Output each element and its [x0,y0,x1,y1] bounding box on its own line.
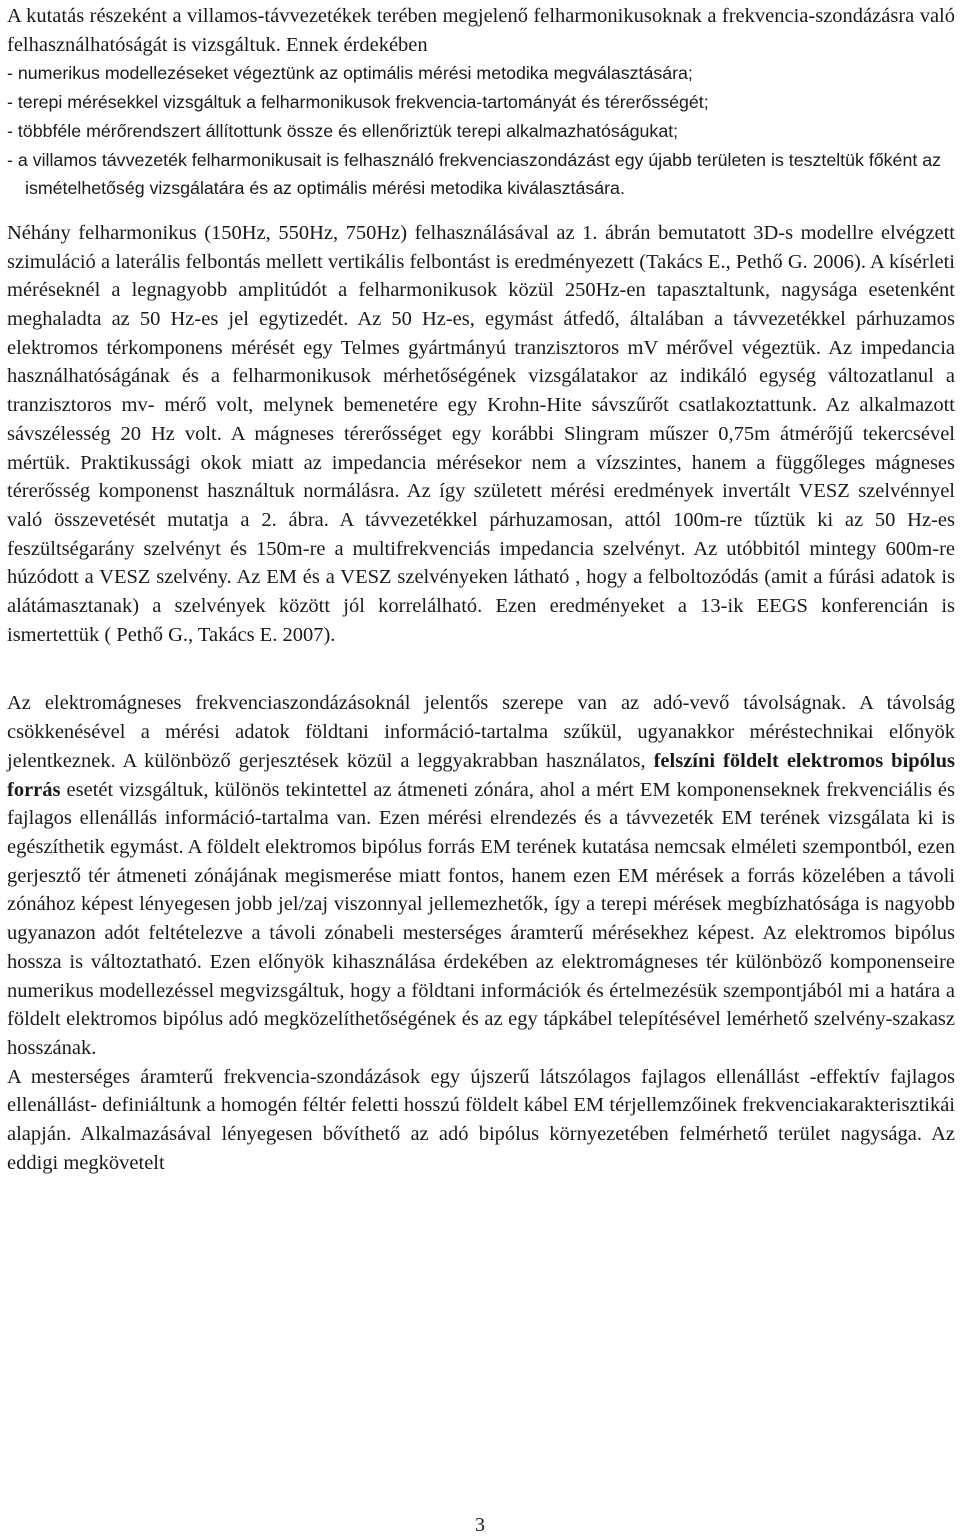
intro-paragraph: A kutatás részeként a villamos-távvezetékek terében megjelenő felharmonikusoknak a frekvencia-szondázásra való felhasználhatóságát is vizsgáltuk. Ennek érdekében [7,5,955,56]
bullet-item-measurement-systems: - többféle mérőrendszert állítottunk össze és ellenőriztük terepi alkalmazhatóságukat; [7,120,679,141]
bold-term-dipole-source: felszíni földelt elektromos bipólus forrás [7,749,956,801]
paragraph-dipole-text-start: Az elektromágneses frekvenciaszondázásoknál jelentős szerepe van az adó-vevő távolságnak. A távolság csökkenésével a mérési adatok földtani információ-tartalma szűkül, ugyanakkor méréstechnikai előnyök jelentkeznek. A különböző gerjesztések közül a leggyakrabban használatos, [7,692,955,772]
paragraph-effective-resistivity: A mesterséges áramterű frekvencia-szondázások egy újszerű látszólagos fajlagos ellenállást -effektív fajlagos ellenállást- definiáltunk a homogén féltér feletti hosszú földelt kábel EM térjellemzőinek frekvenciakarakterisztikái alapján. Alkalmazásával lényegesen bővíthető az adó bipólus környezetében felmérhető terület nagysága. Az eddigi megkövetelt [7,1065,955,1174]
document-page [7,2,955,1177]
page-number: 3 [475,1514,485,1536]
paragraph-harmonics: Néhány felharmonikus (150Hz, 550Hz, 750Hz) felhasználásával az 1. ábrán bemutatott 3D-s modellre elvégzett szimuláció a laterális felbontás mellett vertikális felbontást is eredményezett (Takács E., Pethő G. 2006). A kísérleti méréseknél a legnagyobb amplitúdót a felharmonikusok közül 250Hz-en tapasztaltunk, nagysága esetenként meghaladta az 50 Hz-es jel egytizedét. Az 50 Hz-es, egymást átfedő, általában a távvezetékkel párhuzamos elektromos térkomponens mérését egy Telmes gyártmányú tranzisztoros mV mérővel végeztük. Az impedancia használhatóságának és a felharmonikusok mérhetőségének vizsgálatakor az indikáló egység változatlanul a tranzisztoros mv- mérő volt, melynek bemenetére egy Krohn-Hite sávszűrőt csatlakoztattunk. Az alkalmazott sávszélesség 20 Hz volt. A mágneses térerősséget egy korábbi Slingram műszer 0,75m átmérőjű tekercsével mértük. Praktikussági okok miatt az impedancia mérésekor nem a vízszintes, hanem a függőleges mágneses térerősség komponenst használtuk normálásra. Az így született mérési eredmények invertált VESZ szelvénnyel való összevetését mutatja a 2. ábra. A távvezetékkel párhuzamosan, attól 100m-re tűztük ki az 50 Hz-es feszültségarány szelvényt és 150m-re a multifrekvenciás impedancia szelvényt. Az utóbbitól mintegy 600m-re húzódott a VESZ szelvény. Az EM és a VESZ szelvényeken látható , hogy a felboltozódás (amit a fúrási adatok is alátámasztanak) a szelvények között jól korrelálható. Ezen eredményeket a 13-ik EEGS konferencián is ismertettük ( Pethő G., Takács E. 2007). [7,221,955,646]
paragraph-dipole-text-end: esetét vizsgáltuk, különös tekintettel az átmeneti zónára, ahol a mért EM komponenseknek frekvenciális és fajlagos ellenállás információ-tartalma van. Ezen mérési elrendezés és a távvezeték EM terének vizsgálata ki is egészíthetik egymást. A földelt elektromos bipólus forrás EM terének kutatása nemcsak elméleti szempontból, ezen gerjesztő tér átmeneti zónájának megismerése miatt fontos, hanem ezen EM mérések a forrás közelében a távoli zónához képest lényegesen jobb jel/zaj viszonnyal jellemezhetők, így a terepi mérések megbízhatósága is nagyobb ugyanazon adót feltételezve a távoli zónabeli mesterséges áramterű mérésekhez képest. Az elektromos bipólus hossza is változtatható. Ezen előnyök kihasználása érdekében az elektromágneses tér különböző komponenseire numerikus modellezéssel megvizsgáltuk, hogy a földtani információk és értelmezésük szempontjából mi a határa a földelt elektromos bipólus adó megközelíthetőségének és az egy tápkábel telepítésével lemérhető szelvény-szakasz hosszának. [7,778,956,1059]
spacer [7,649,955,689]
spacer [7,203,955,219]
bullet-item-modeling: - numerikus modellezéseket végeztünk az optimális mérési metodika megválasztására; [7,63,693,84]
bullet-item-frequency-sounding: - a villamos távvezeték felharmonikusait is felhasználó frekvenciaszondázást egy újabb területen is teszteltük főként az ismételhetőség vizsgálatára és az optimális mérési metodika kiválasztására. [7,149,941,199]
paragraph-dipole-source [7,689,955,1062]
bullet-item-field-measurements: - terepi mérésekkel vizsgáltuk a felharmonikusok frekvencia-tartományát és térerősségét; [7,92,709,113]
